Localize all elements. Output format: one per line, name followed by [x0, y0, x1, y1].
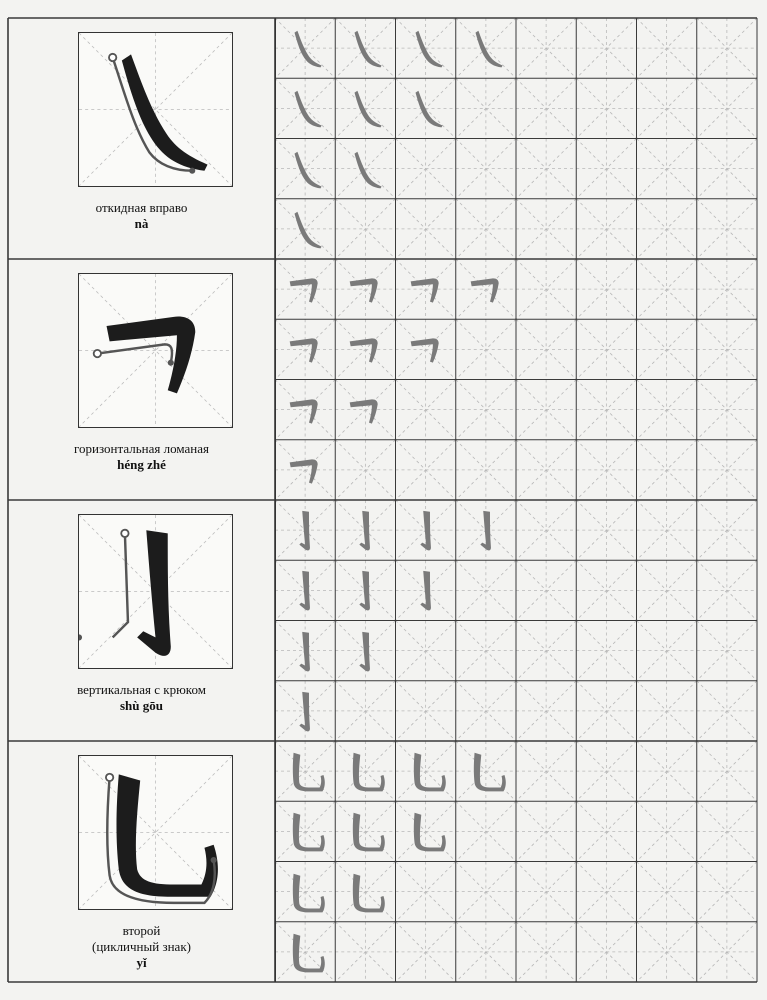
- cell-guides: [576, 259, 636, 319]
- trace-glyph-na: [341, 145, 389, 193]
- cell-guides: [697, 922, 757, 982]
- cell-guides: [516, 319, 576, 379]
- cell-guides: [697, 801, 757, 861]
- cell-guides: [456, 801, 516, 861]
- cell-guides: [576, 139, 636, 199]
- cell-guides: [637, 621, 697, 681]
- cell-guides: [456, 78, 516, 138]
- cell-guides: [576, 621, 636, 681]
- cell-guides: [396, 621, 456, 681]
- cell-guides: [576, 922, 636, 982]
- stroke-name-ru: вертикальная с крюком: [77, 682, 206, 697]
- trace-glyph-na: [341, 24, 389, 72]
- stroke-name-ru: откидная вправо: [95, 200, 188, 215]
- cell-guides: [456, 199, 516, 259]
- cell-guides: [396, 199, 456, 259]
- trace-glyph-shu-gou: [341, 506, 389, 554]
- cell-guides: [697, 862, 757, 922]
- cell-guides: [637, 801, 697, 861]
- cell-guides: [335, 681, 395, 741]
- cell-guides: [697, 199, 757, 259]
- cell-guides: [396, 380, 456, 440]
- trace-glyph-heng-zhe: [402, 325, 450, 373]
- cell-guides: [396, 862, 456, 922]
- cell-guides: [516, 681, 576, 741]
- trace-glyph-shu-gou: [462, 506, 510, 554]
- stroke-pinyin: nà: [134, 216, 149, 231]
- cell-guides: [456, 560, 516, 620]
- cell-guides: [576, 681, 636, 741]
- cell-guides: [697, 681, 757, 741]
- trace-glyph-shu-gou: [341, 627, 389, 675]
- stroke-demo-box: [78, 514, 233, 669]
- cell-guides: [516, 500, 576, 560]
- stroke-pinyin: héng zhé: [117, 457, 166, 472]
- cell-guides: [637, 78, 697, 138]
- cell-guides: [697, 139, 757, 199]
- trace-glyph-yi: [402, 747, 450, 795]
- cell-guides: [637, 741, 697, 801]
- trace-glyph-yi: [341, 747, 389, 795]
- trace-glyph-na: [281, 84, 329, 132]
- cell-guides: [516, 78, 576, 138]
- cell-guides: [576, 560, 636, 620]
- trace-glyph-heng-zhe: [281, 265, 329, 313]
- trace-glyph-shu-gou: [281, 627, 329, 675]
- cell-guides: [335, 440, 395, 500]
- cell-guides: [697, 621, 757, 681]
- trace-glyph-yi: [281, 868, 329, 916]
- cell-guides: [637, 18, 697, 78]
- cell-guides: [516, 18, 576, 78]
- stroke-block-na: [8, 18, 276, 259]
- cell-guides: [516, 560, 576, 620]
- cell-guides: [516, 862, 576, 922]
- cell-guides: [516, 199, 576, 259]
- trace-glyph-shu-gou: [281, 506, 329, 554]
- cell-guides: [516, 621, 576, 681]
- trace-glyph-heng-zhe: [281, 325, 329, 373]
- cell-guides: [456, 440, 516, 500]
- trace-glyph-yi: [341, 868, 389, 916]
- cell-guides: [697, 380, 757, 440]
- cell-guides: [637, 560, 697, 620]
- stroke-pinyin: shù gōu: [120, 698, 163, 713]
- trace-glyph-na: [341, 84, 389, 132]
- cell-guides: [576, 500, 636, 560]
- cell-guides: [576, 801, 636, 861]
- cell-guides: [637, 862, 697, 922]
- stroke-demo-box: [78, 755, 233, 910]
- trace-glyph-yi: [281, 807, 329, 855]
- cell-guides: [516, 259, 576, 319]
- cell-guides: [697, 319, 757, 379]
- cell-guides: [637, 259, 697, 319]
- cell-guides: [396, 440, 456, 500]
- trace-glyph-shu-gou: [281, 687, 329, 735]
- trace-glyph-yi: [281, 747, 329, 795]
- trace-glyph-heng-zhe: [402, 265, 450, 313]
- trace-glyph-yi: [281, 928, 329, 976]
- cell-guides: [697, 500, 757, 560]
- cell-guides: [576, 18, 636, 78]
- trace-glyph-shu-gou: [402, 566, 450, 614]
- trace-glyph-shu-gou: [281, 566, 329, 614]
- cell-guides: [516, 801, 576, 861]
- cell-guides: [637, 139, 697, 199]
- trace-glyph-na: [281, 145, 329, 193]
- trace-glyph-na: [281, 205, 329, 253]
- cell-guides: [576, 741, 636, 801]
- stroke-name-ru: горизонтальная ломаная: [74, 441, 209, 456]
- trace-glyph-heng-zhe: [341, 325, 389, 373]
- cell-guides: [697, 440, 757, 500]
- trace-glyph-na: [281, 24, 329, 72]
- trace-glyph-yi: [341, 807, 389, 855]
- cell-guides: [516, 741, 576, 801]
- cell-guides: [576, 862, 636, 922]
- trace-glyph-shu-gou: [402, 506, 450, 554]
- trace-glyph-heng-zhe: [281, 386, 329, 434]
- stroke-block-shu-gou: [8, 500, 276, 741]
- trace-glyph-heng-zhe: [341, 386, 389, 434]
- cell-guides: [637, 199, 697, 259]
- cell-guides: [516, 139, 576, 199]
- cell-guides: [456, 862, 516, 922]
- stroke-block-yi: [8, 741, 276, 982]
- cell-guides: [456, 621, 516, 681]
- trace-glyph-na: [462, 24, 510, 72]
- cell-guides: [456, 681, 516, 741]
- cell-guides: [335, 199, 395, 259]
- stroke-name-ru: (цикличный знак): [92, 939, 191, 954]
- cell-guides: [697, 560, 757, 620]
- cell-guides: [697, 18, 757, 78]
- cell-guides: [576, 319, 636, 379]
- stroke-demo-box: [78, 273, 233, 428]
- cell-guides: [697, 741, 757, 801]
- trace-glyph-heng-zhe: [341, 265, 389, 313]
- cell-guides: [396, 139, 456, 199]
- trace-glyph-shu-gou: [341, 566, 389, 614]
- cell-guides: [576, 440, 636, 500]
- cell-guides: [516, 440, 576, 500]
- cell-guides: [335, 922, 395, 982]
- trace-glyph-na: [402, 24, 450, 72]
- trace-glyph-na: [402, 84, 450, 132]
- trace-glyph-heng-zhe: [281, 446, 329, 494]
- cell-guides: [456, 319, 516, 379]
- shu-gou-stroke-icon: [79, 515, 232, 668]
- cell-guides: [637, 380, 697, 440]
- cell-guides: [516, 380, 576, 440]
- stroke-name-ru: второй: [122, 923, 161, 938]
- cell-guides: [456, 922, 516, 982]
- cell-guides: [637, 440, 697, 500]
- yi-stroke-icon: [79, 756, 232, 909]
- cell-guides: [516, 922, 576, 982]
- cell-guides: [456, 380, 516, 440]
- cell-guides: [576, 380, 636, 440]
- stroke-pinyin: yǐ: [136, 955, 147, 970]
- cell-guides: [456, 139, 516, 199]
- heng-zhe-stroke-icon: [79, 274, 232, 427]
- cell-guides: [697, 259, 757, 319]
- stroke-demo-box: [78, 32, 233, 187]
- cell-guides: [576, 78, 636, 138]
- cell-guides: [576, 199, 636, 259]
- cell-guides: [697, 78, 757, 138]
- na-stroke-icon: [79, 33, 232, 186]
- trace-glyph-yi: [402, 807, 450, 855]
- stroke-block-heng-zhe: [8, 259, 276, 500]
- cell-guides: [396, 681, 456, 741]
- cell-guides: [637, 500, 697, 560]
- cell-guides: [637, 319, 697, 379]
- trace-glyph-heng-zhe: [462, 265, 510, 313]
- cell-guides: [637, 681, 697, 741]
- cell-guides: [637, 922, 697, 982]
- cell-guides: [396, 922, 456, 982]
- trace-glyph-yi: [462, 747, 510, 795]
